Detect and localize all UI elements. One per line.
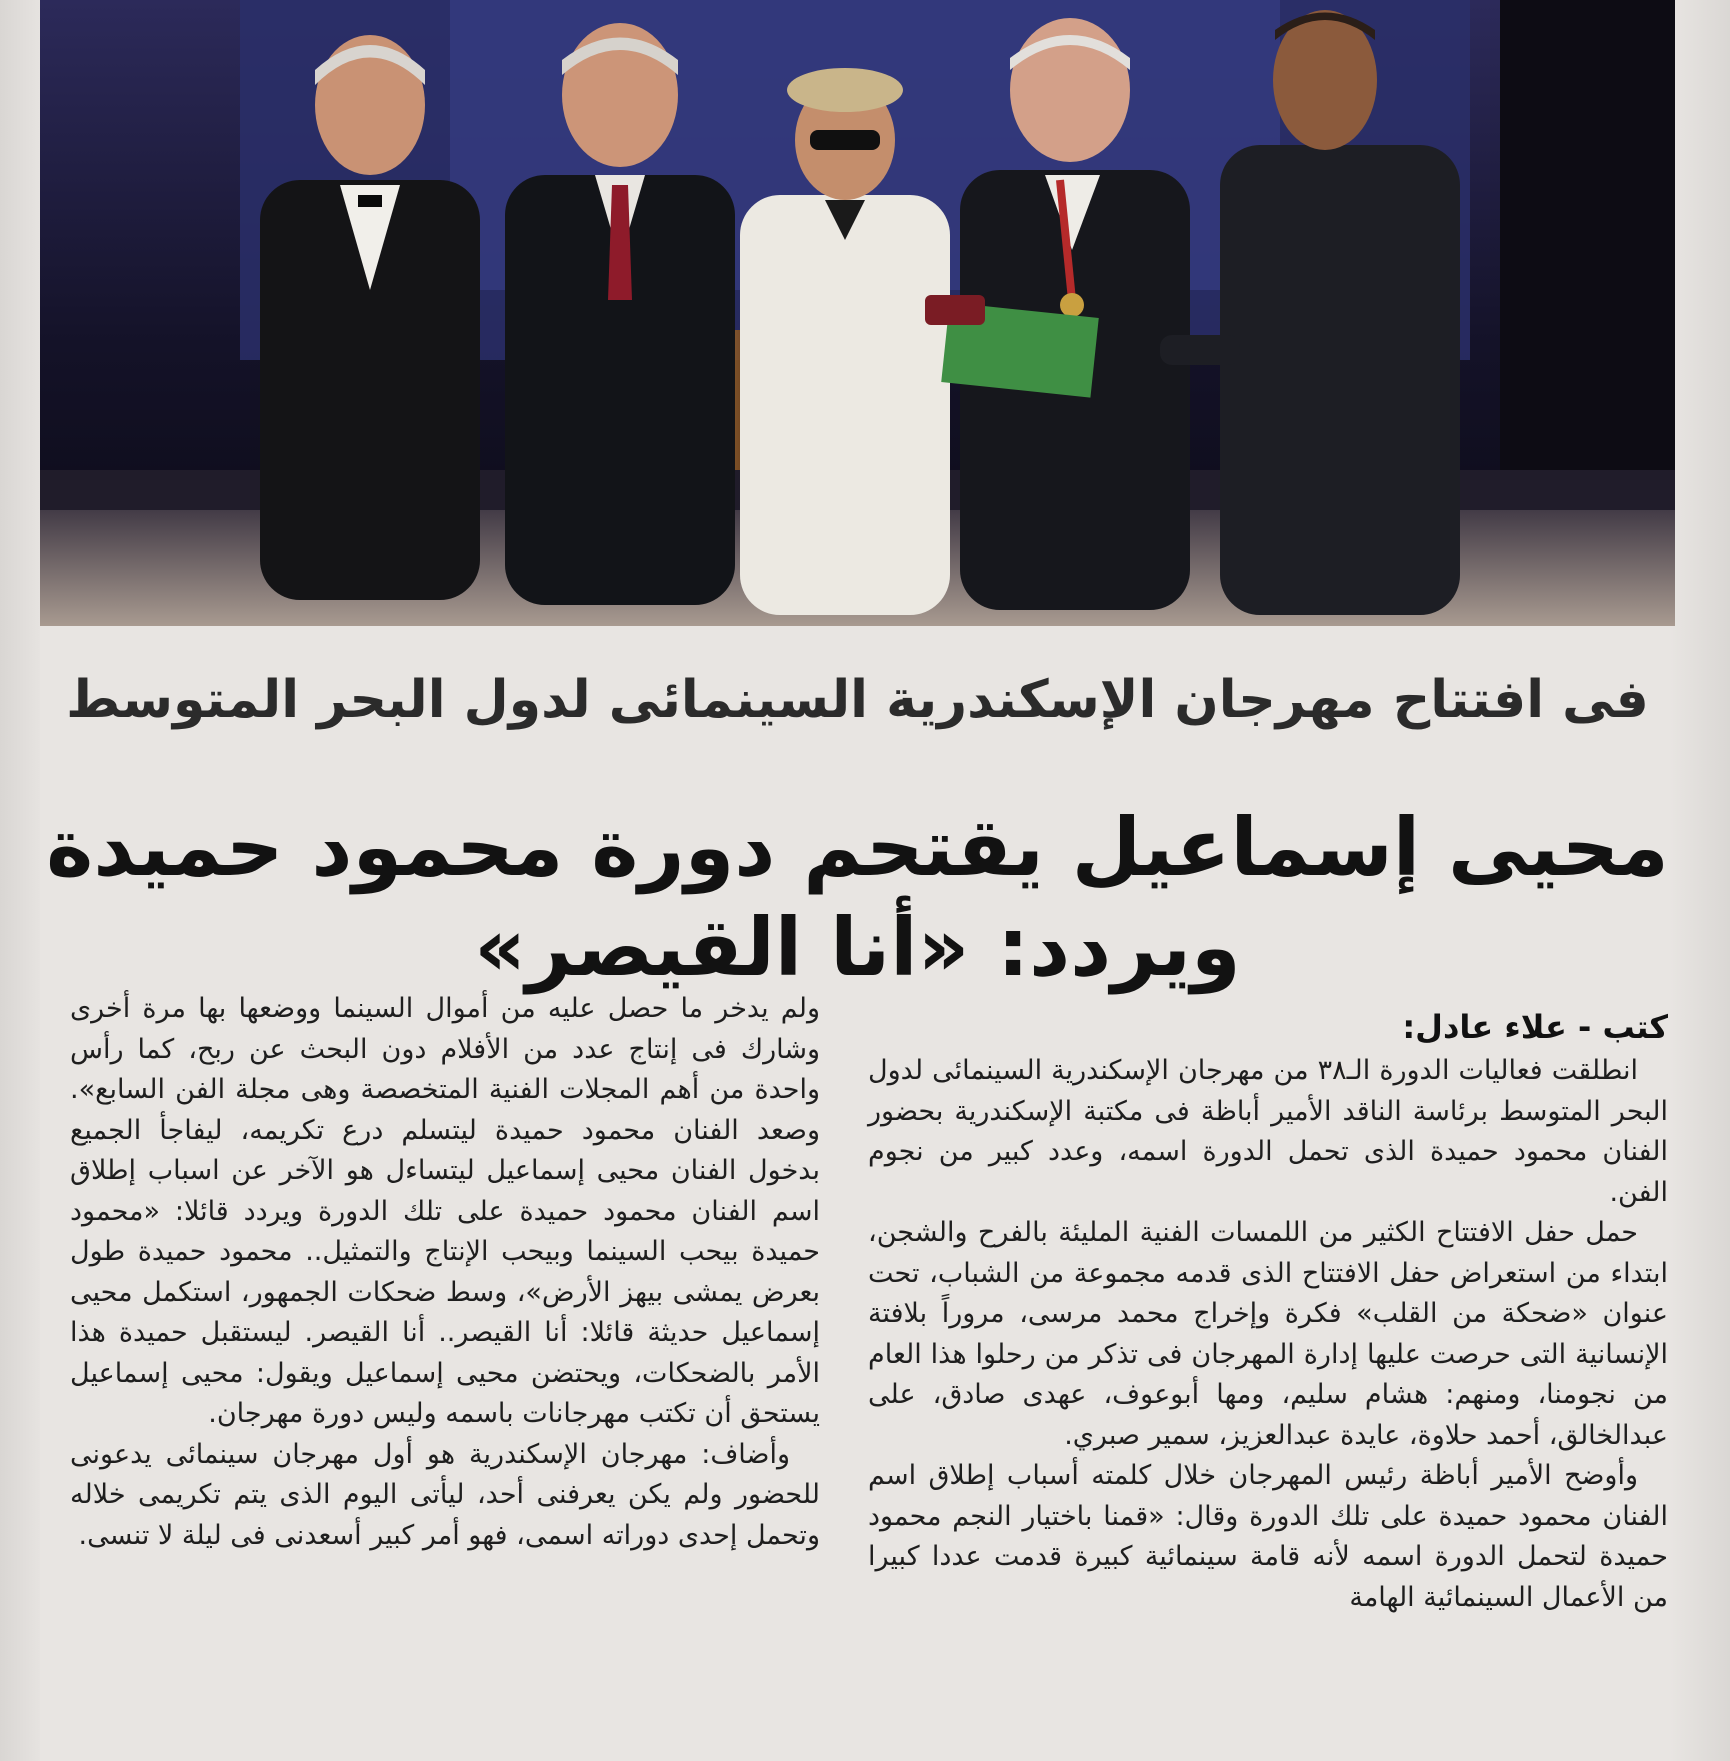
paragraph: وأوضح الأمير أباظة رئيس المهرجان خلال كلمته أسباب إطلاق اسم الفنان محمود حميدة على تلك الدورة وقال: «قمنا باختيار النجم محمود حميدة لتحمل الدورة اسمه لأنه قامة سينمائية كبيرة قدمت عددا كبيرا من الأعمال السينمائية الهامة [868, 1460, 1668, 1613]
main-headline: محيى إسماعيل يقتحم دورة محمود حميدة ويردد: «أنا القيصر» [46, 801, 1669, 994]
paragraph: حمل حفل الافتتاح الكثير من اللمسات الفنية المليئة بالفرح والشجن، ابتداء من استعراض حفل الافتتاح الذى قدمه مجموعة من الشباب، تحت عنوان «ضحكة من القلب» فكرة وإخراج محمد مرسى، مروراً بلافتة الإنسانية التى حرصت عليها إدارة المهرجان فى تذكر من رحلوا هذا العام من نجومنا، ومنهم: هشام سليم، ومها أبوعوف، عهدى صادق، على عبدالخالق، أحمد حلاوة، عايدة عبدالعزيز، سمير صبري. [868, 1217, 1668, 1451]
award-ceremony-photo [40, 0, 1675, 626]
byline: كتب - علاء عادل: [1402, 1008, 1668, 1046]
paragraph: انطلقت فعاليات الدورة الـ٣٨ من مهرجان الإسكندرية السينمائى لدول البحر المتوسط برئاسة الناقد الأمير أباظة فى مكتبة الإسكندرية بحضور الفنان محمود حميدة الذى تحمل الدورة اسمه، وعدد كبير من نجوم الفن. [868, 1055, 1668, 1208]
right-page-margin [1670, 0, 1730, 1761]
paragraph: ولم يدخر ما حصل عليه من أموال السينما ووضعها بها مرة أخرى وشارك فى إنتاج عدد من الأفلام دون البحث عن ربح، كما رأس واحدة من أهم المجلات الفنية المتخصصة وهى مجلة الفن السابع». وصعد الفنان محمود حميدة ليتسلم درع تكريمه، ليفاجأ الجميع بدخول الفنان محيى إسماعيل ليتساءل هو الآخر عن اسباب إطلاق اسم الفنان محمود حميدة على تلك الدورة ويردد قائلا: «محمود حميدة بيحب السينما وبيحب الإنتاج والتمثيل.. محمود حميدة طول بعرض يمشى بيهز الأرض»، وسط ضحكات الجمهور، استكمل محيى إسماعيل حديثة قائلا: أنا القيصر.. أنا القيصر. ليستقبل حميدة هذا الأمر بالضحكات، ويحتضن محيى إسماعيل ويقول: محيى إسماعيل يستحق أن تكتب مهرجانات باسمه وليس دورة مهرجان. [70, 993, 820, 1429]
article-column-right [868, 1051, 1668, 1618]
photo-illustration [40, 0, 1675, 626]
kicker-headline: فى افتتاح مهرجان الإسكندرية السينمائى لدول البحر المتوسط [66, 670, 1649, 730]
left-page-margin [0, 0, 40, 1761]
paragraph: وأضاف: مهرجان الإسكندرية هو أول مهرجان سينمائى يدعونى للحضور ولم يكن يعرفنى أحد، ليأتى اليوم الذى يتم تكريمى خلاله وتحمل إحدى دوراته اسمى، فهو أمر كبير أسعدنى فى ليلة لا تنسى. [70, 1438, 820, 1551]
article-column-left [70, 989, 820, 1556]
